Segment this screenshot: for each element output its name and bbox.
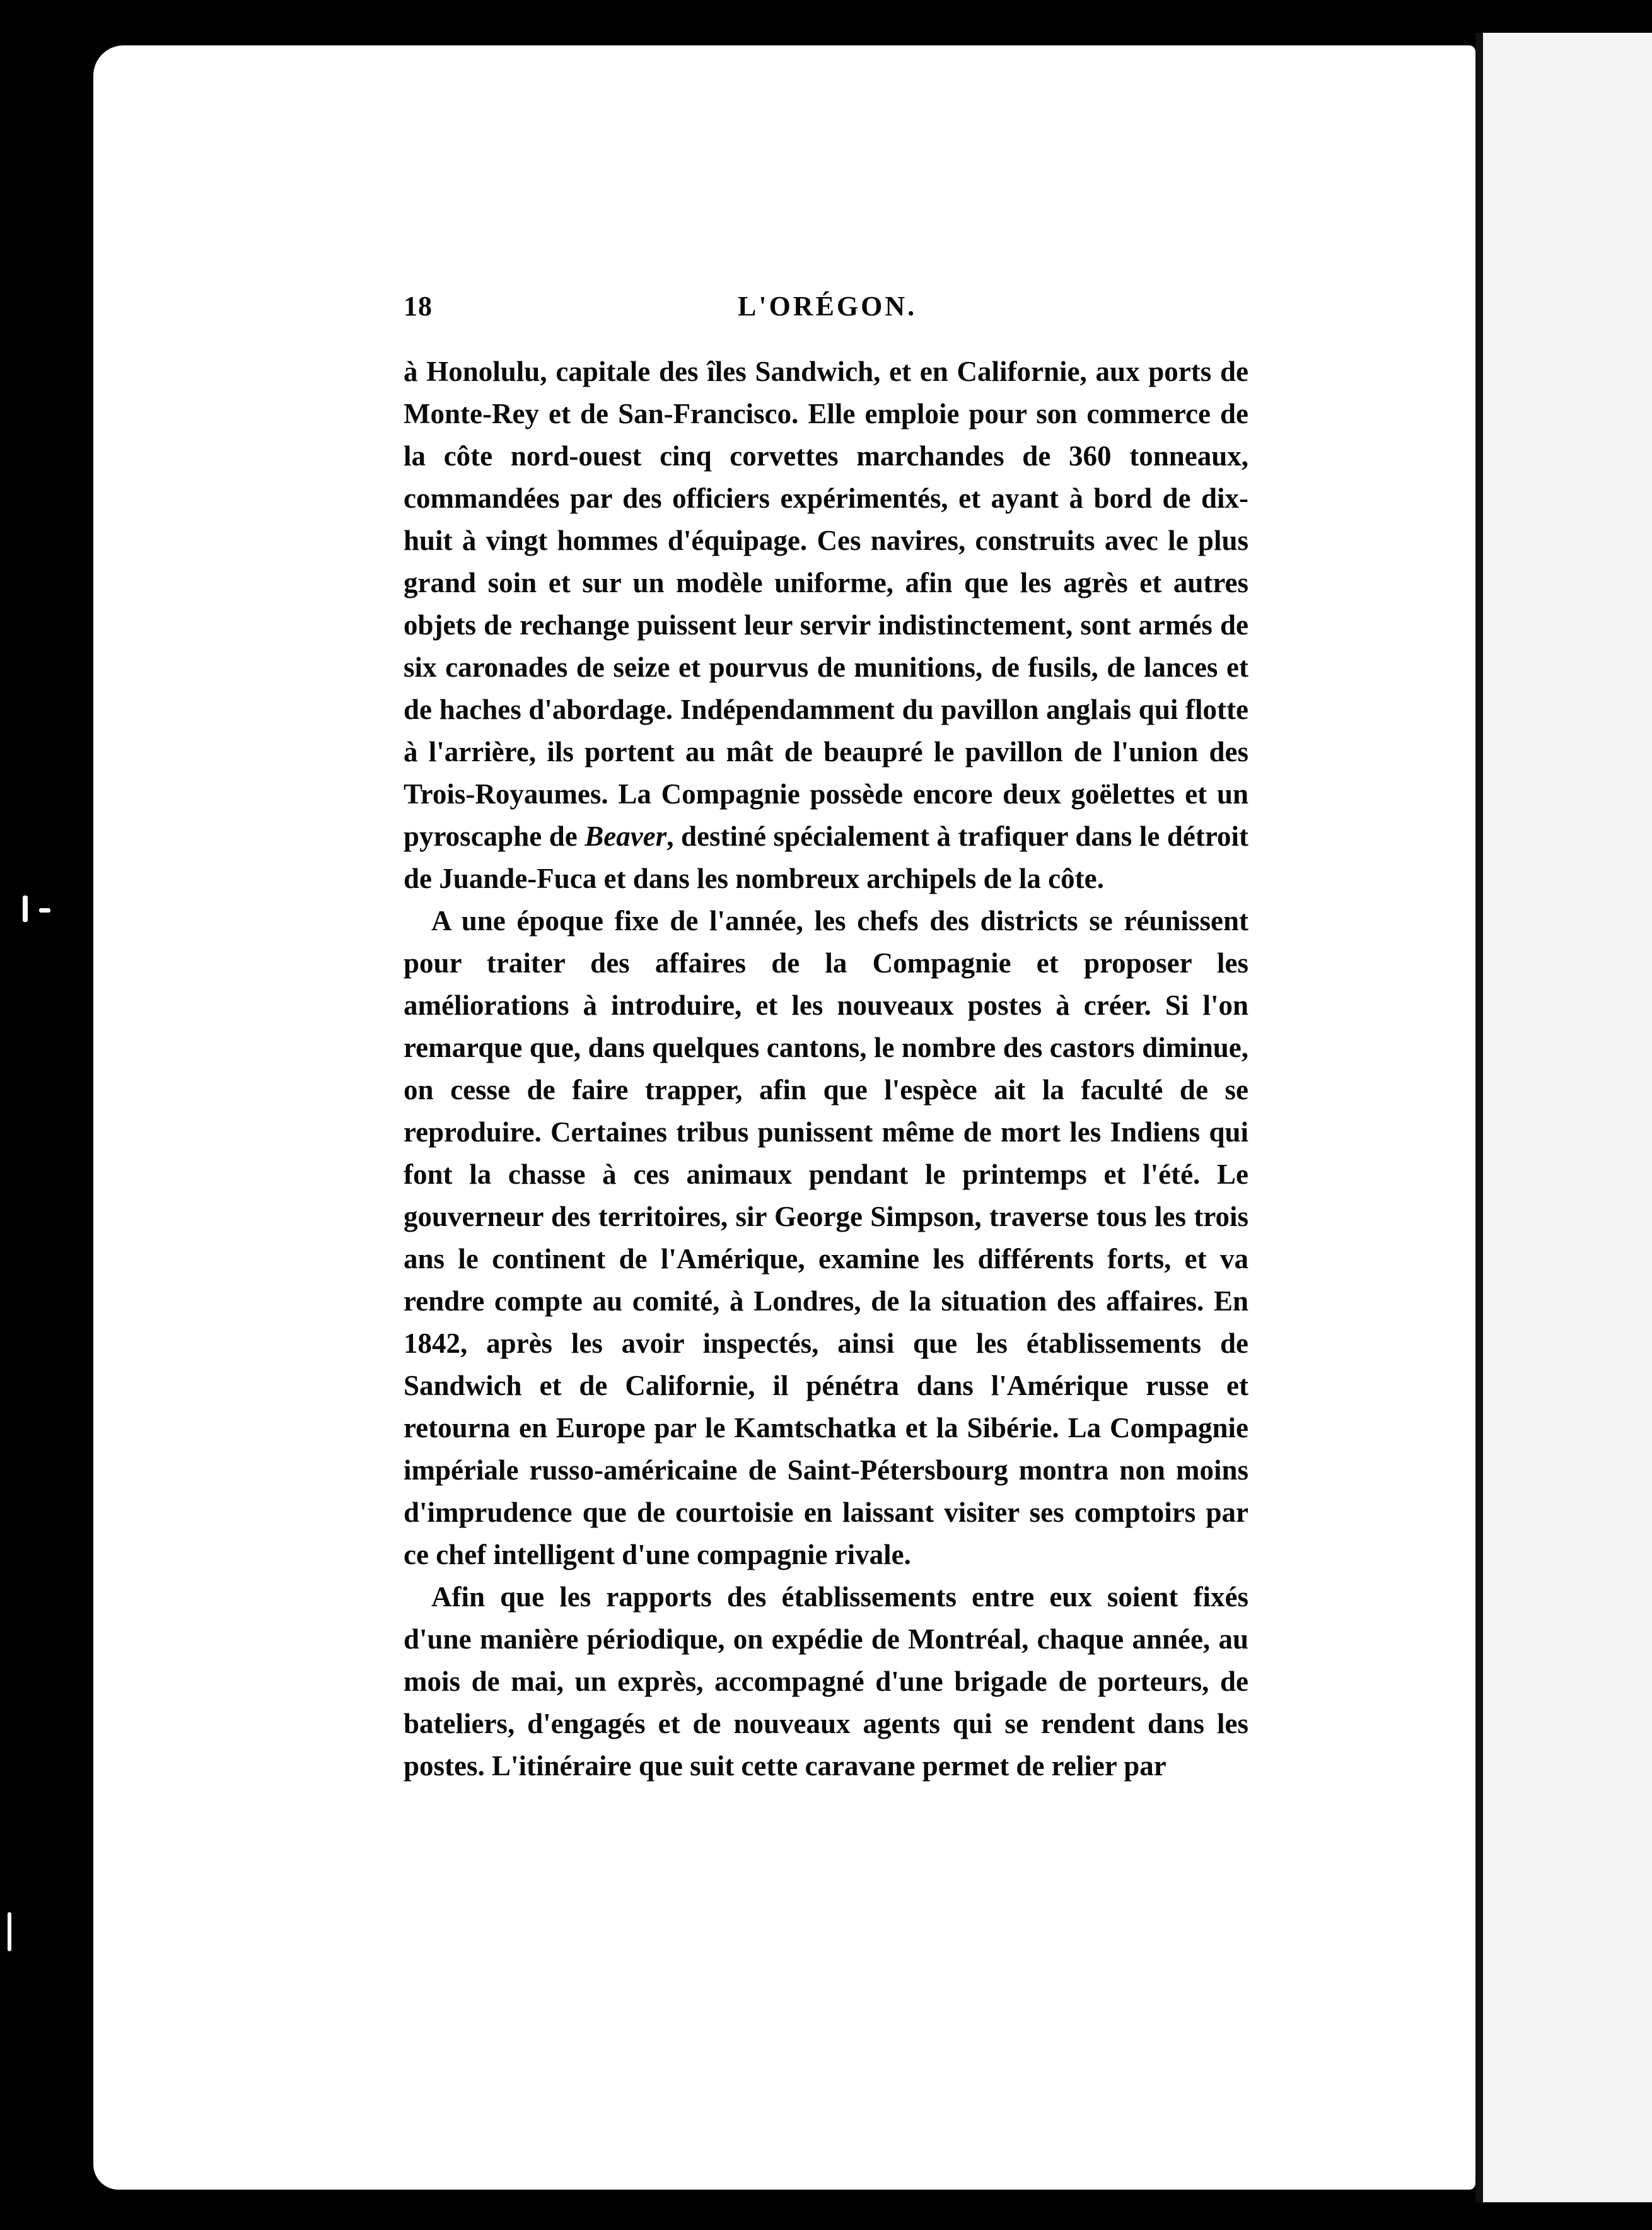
scan-artifact <box>39 908 50 913</box>
running-head <box>404 290 1248 328</box>
paragraph: Afin que les rapports des établissements entre eux soient fixés d'une manière périodique, on expédie de Montréal, chaque année, au mois de mai, un exprès, accompagné d'une brigade de porteurs, de bateliers, d'engagés et de nouveaux agents qui se rendent dans les postes. L'itinéraire que suit cette caravane permet de relier par <box>404 1581 1248 1782</box>
scan-artifact <box>23 896 28 922</box>
body-text <box>404 351 1248 1787</box>
scan-artifact <box>8 1912 11 1951</box>
ship-name: Beaver <box>585 820 667 852</box>
page-number: 18 <box>404 291 433 322</box>
adjacent-page-edge <box>1483 33 1652 2202</box>
paragraph-text: , destiné spécialement à trafiquer dans le détroit de Juande-Fuca et dans les nombreux archipels de la côte. <box>404 820 1248 894</box>
paragraph <box>404 351 1248 900</box>
page-gutter <box>1475 33 1483 2202</box>
running-title: L'ORÉGON. <box>738 291 917 322</box>
paragraph: A une époque fixe de l'année, les chefs des districts se réunissent pour traiter des affaires de la Compagnie et proposer les améliorations à introduire, et les nouveaux postes à créer. Si l'on remarque que, dans quelques cantons, le nombre des castors diminue, on cesse de faire trapper, afin que l'espèce ait la faculté de se reproduire. Certaines tribus punissent même de mort les Indiens qui font la chasse à ces animaux pendant le printemps et l'été. Le gouverneur des territoires, sir George Simpson, traverse tous les trois ans le continent de l'Amérique, examine les différents forts, et va rendre compte au comité, à Londres, de la situation des affaires. En 1842, après les avoir inspectés, ainsi que les établissements de Sandwich et de Californie, il pénétra dans l'Amérique russe et retourna en Europe par le Kamtschatka et la Sibérie. La Compagnie impériale russo-américaine de Saint-Pétersbourg montra non moins d'imprudence que de courtoisie en laissant visiter ses comptoirs par ce chef intelligent d'une compagnie rivale. <box>404 905 1248 1570</box>
paragraph-text: à Honolulu, capitale des îles Sandwich, et en Californie, aux ports de Monte-Rey et de San-Francisco. Elle emploie pour son commerce de la côte nord-ouest cinq corvettes marchandes de 360 tonneaux, commandées par des officiers expérimentés, et ayant à bord de dix-huit à vingt hommes d'équipage. Ces navires, construits avec le plus grand soin et sur un modèle uniforme, afin que les agrès et autres objets de rechange puissent leur servir indistinctement, sont armés de six caronades de seize et pourvus de munitions, de fusils, de lances et de haches d'abordage. Indépendamment du pavillon anglais qui flotte à l'arrière, ils portent au mât de beaupré le pavillon de l'union des Trois-Royaumes. La Compagnie possède encore deux goëlettes et un pyroscaphe de <box>404 356 1248 852</box>
